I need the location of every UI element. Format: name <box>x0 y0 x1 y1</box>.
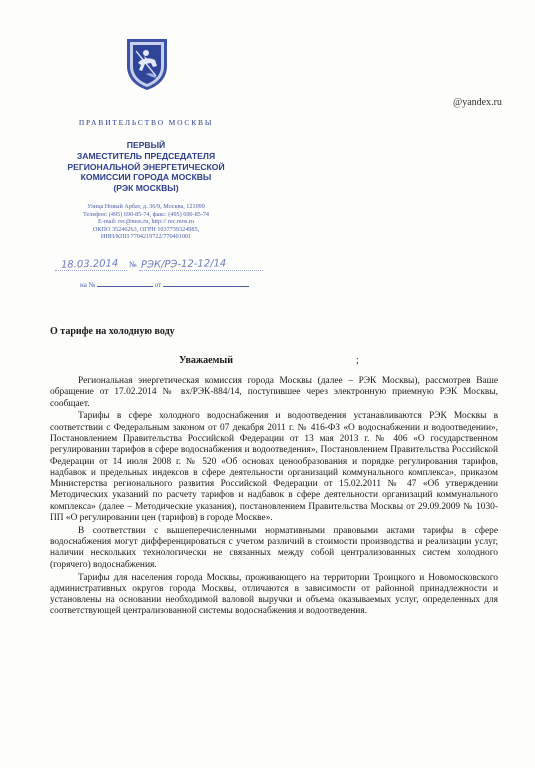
registration-line <box>55 259 265 275</box>
contact-line: ИНН/КПП 7704219722/770401001 <box>100 233 192 241</box>
contact-line: Улица Новый Арбат, д. 36/9, Москва, 121099 <box>87 203 205 210</box>
organization-line: РЕГИОНАЛЬНОЙ ЭНЕРГЕТИЧЕСКОЙ <box>67 161 225 172</box>
paragraph: Тарифы в сфере холодного водоснабжения и водоотведения устанавливаются РЭК Москвы в соответствии с Федеральным законом от 07 декабря 2011 г. № 416-ФЗ «О водоснабжении и водоотведении», Постановлением Правительства Российской Федерации от 13 мая 2013 г. № 406 «О государственном регулировании тарифов в сфере водоснабжения и водоотведения», Постановлением Правительства Российской Федерации от 14 июля 2008 г. № 520 «Об основах ценообразования и порядке регулирования тарифов, надбавок и предельных индексов в сфере деятельности организаций коммунального комплекса», приказом Министерства регионального развития Российской Федерации от 15.02.2011 № 47 «Об утверждении Методических указаний по расчету тарифов и надбавок в сфере деятельности организаций коммунального комплекса» (далее – Методические указания), постановлением Правительства Москвы от 29.09.2009 № 1030-ПП «О регулировании цен (тарифов) в городе Москве». <box>50 411 498 524</box>
reference-date-blank <box>163 280 249 287</box>
reference-prefix: на № <box>80 281 96 289</box>
paragraph: Тарифы для населения города Москвы, проживающего на территории Троицкого и Новомосковского административных округов города Москвы, отличаются в зависимости от районной принадлежности и установлены на основании необходимой валовой выручки и объема оказываемых услуг, определенных для соответствующей централизованной системы водоснабжения и водоотведения. <box>50 572 498 617</box>
organization-line: ПЕРВЫЙ <box>126 140 166 150</box>
organization-line: КОМИССИИ ГОРОДА МОСКВЫ <box>80 172 212 183</box>
paragraph: В соответствии с вышеперечисленными нормативными правовыми актами тарифы в сфере водоснабжения могут дифференцироваться с учетом различий в стоимости производства и реализации услуг, наличии нескольких технологически не связанных между собой централизованных систем холодного (горячего) водоснабжения. <box>50 525 498 570</box>
number-sign: № <box>129 260 137 269</box>
salutation <box>179 355 359 366</box>
reference-line <box>80 280 249 289</box>
letter-subject: О тарифе на холодную воду <box>50 326 175 337</box>
organization-line: ЗАМЕСТИТЕЛЬ ПРЕДСЕДАТЕЛЯ <box>76 150 216 161</box>
contact-details <box>60 203 232 241</box>
reference-number-blank <box>97 280 153 287</box>
contact-line: ОКПО 35246263, ОГРН 1037739324985, <box>92 225 200 233</box>
registration-date: 18.03.2014 <box>60 258 119 271</box>
organization-line: (РЭК МОСКВЫ) <box>113 183 179 194</box>
paragraph: Региональная энергетическая комиссия города Москвы (далее – РЭК Москвы), рассмотрев Ваше обращение от 17.02.2014 № вх/РЭК-884/14, поступившее через электронную приемную РЭК Москвы, сообщает. <box>50 376 498 409</box>
registration-number: РЭК/РЭ-12-12/14 <box>140 258 227 271</box>
reference-from: от <box>154 281 162 289</box>
contact-line: E-mail: rec@mos.ru, http:// rec.mos.ru <box>98 218 194 226</box>
organization-block <box>40 140 252 194</box>
salutation-word: Уважаемый <box>179 355 233 366</box>
contact-line: Телефон: (495) 690-85-74, факс: (495) 690-85-74 <box>82 210 210 218</box>
letter-body <box>50 376 498 619</box>
salutation-end: ; <box>356 355 359 366</box>
recipient-email: @yandex.ru <box>453 97 502 108</box>
government-heading: ПРАВИТЕЛЬСТВО МОСКВЫ <box>78 118 214 127</box>
moscow-coat-of-arms-icon <box>124 36 170 92</box>
